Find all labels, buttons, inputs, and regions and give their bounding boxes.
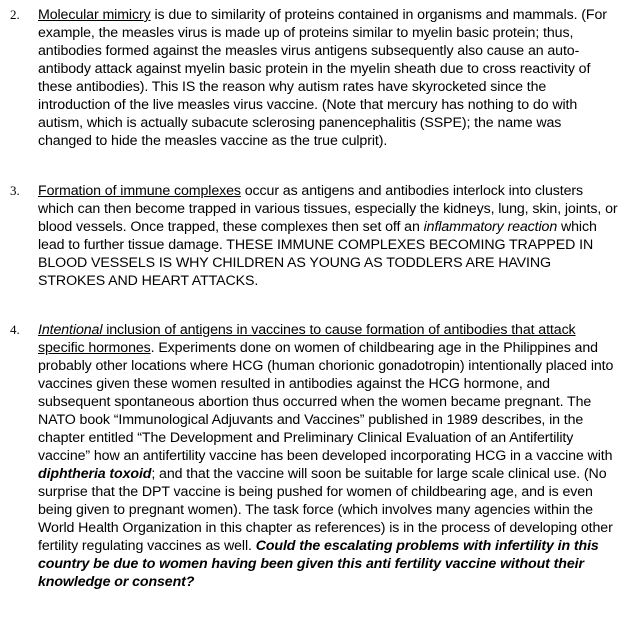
inflammatory-reaction-text: inflammatory reaction [423,219,558,235]
term-immune-complexes: Formation of immune complexes [38,183,241,199]
paragraph-text: is due to similarity of proteins contained in organisms and mammals. (For example, the measles virus is made up of proteins similar to myelin basic protein; thus, antibodies formed against the measles virus antigens subsequently also cause an auto-antibody attack against myelin basic protein in the myelin sheath due to cross reactivity of these antibodies). This IS the reason why autism rates have skyrocketed since the introduction of the live measles virus vaccine. (Note that mercury has nothing to do with autism, which is actually subacute sclerosing panencephalitis (SSPE); the name was changed to hide the measles vaccine as the true culprit). [38,7,607,149]
term-rest: inclusion of antigens in vaccines to cause formation of antibodies that attack specific hormones [38,322,576,356]
item-number: 2. [10,7,20,22]
paragraph-text: occur as antigens and antibodies interlock into clusters which can then become trapped in various tissues, especially the kidneys, lung, skin, joints, or blood vessels. Once trapped, these complexes then set off an [38,183,618,235]
item-paragraph [38,6,618,150]
item-paragraph [38,182,618,290]
paragraph-text: . Experiments done on women of childbearing age in the Philippines and probably other locations where HCG (human chorionic gonadotropin) intentionally placed into vaccines given these women resulted in antibodies against the HCG hormone, and subsequent spontaneous abortion thus occurred when the women became pregnant. The NATO book “Immunological Adjuvants and Vaccines” published in 1989 describes, in the chapter entitled “The Development and Preliminary Clinical Evaluation of an Antifertility vaccine” how an antifertility vaccine has been developed incorporating HCG in a vaccine with [38,340,614,464]
item-number: 4. [10,322,20,337]
caps-statement: THESE IMMUNE COMPLEXES BECOMING TRAPPED IN BLOOD VESSELS IS WHY CHILDREN AS YOUNG AS TODDLERS ARE HAVING STROKES AND HEART ATTACKS. [38,237,594,289]
item-number: 3. [10,183,20,198]
paragraph-text: ; and that the vaccine will soon be suitable for large scale clinical use. (No surprise that the DPT vaccine is being pushed for women of childbearing age, and is even being given to pregnant women). The task force (which involves many agencies within the World Health Organization in this chapter as references) is in the process of developing other fertility regulating vaccines as well. [38,466,613,554]
term-molecular-mimicry: Molecular mimicry [38,7,151,23]
item-paragraph [38,321,618,591]
closing-question: Could the escalating problems with infertility in this country be due to women having been given this anti fertility vaccine without their knowledge or consent? [38,538,599,590]
diphtheria-toxoid-text: diphtheria toxoid [38,466,152,482]
term-intentional: Intentional [38,322,103,338]
paragraph-text: which lead to further tissue damage. [38,219,597,253]
